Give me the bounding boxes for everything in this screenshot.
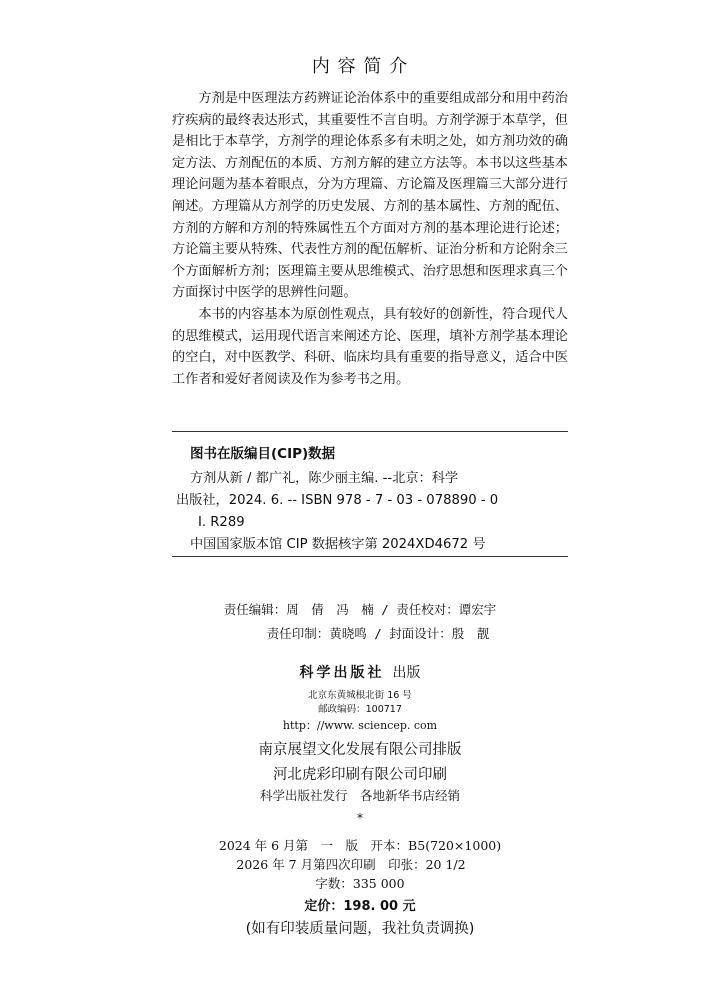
publisher-url: http：//www. sciencep. com [282,719,438,732]
printer-line: 河北虎彩印刷有限公司印刷 [273,767,447,783]
content-summary [172,88,568,390]
typeset-line: 南京展望文化发展有限公司排版 [258,742,462,758]
publisher-logo-text: 科学出版社 [299,665,385,681]
publisher-postcode: 邮政编码：100717 [318,704,402,715]
staff-line-1: 责任编辑：周 倩 冯 楠 / 责任校对：谭宏宇 [223,602,497,617]
impression-line: 2026 年 7 月第四次印刷 印张：20 1/2 [236,857,466,872]
cip-heading: 图书在版编目(CIP)数据 [190,446,336,462]
cip-line-3: Ⅰ. R289 [198,515,245,530]
publisher-address: 北京东黄城根北街 16 号 [308,690,412,701]
cip-line-2: 出版社，2024. 6. -- ISBN 978 - 7 - 03 - 078890 - 0 [176,493,499,508]
separator-star: * [356,810,364,825]
publisher-line [0,662,720,682]
cip-top-rule [172,431,568,432]
summary-paragraph-1: 方剂是中医理法方药辨证论治体系中的重要组成部分和用中药治疗疾病的最终表达形式，其重要性不言自明。方剂学源于本草学，但是相比于本草学，方剂学的理论体系多有未明之处，如方剂功效的确定方法、方剂配伍的本质、方剂方解的建立方法等。本书以这些基本理论问题为基本着眼点，分为方理篇、方论篇及医理篇三大部分进行阐述。方理篇从方剂学的历史发展、方剂的基本属性、方剂的配伍、方剂的方解和方剂的特殊属性五个方面对方剂的基本理论进行论述；方论篇主要从特殊、代表性方剂的配伍解析、证治分析和方论附余三个方面解析方剂；医理篇主要从思维模式、治疗思想和医理求真三个方面探讨中医学的思辨性问题。 [172,91,568,301]
page-title: 内 容 简 介 [311,56,409,77]
word-count: 字数：335 000 [315,876,405,891]
summary-paragraph-2: 本书的内容基本为原创性观点，具有较好的创新性，符合现代人的思维模式，运用现代语言来阐述方论、医理，填补方剂学基本理论的空白，对中医教学、科研、临床均具有重要的指导意义，适合中医工作者和爱好者阅读及作为参考书之用。 [172,306,568,387]
edition-line: 2024 年 6 月第 一 版 开本：B5(720×1000) [218,838,502,853]
quality-note: (如有印装质量问题，我社负责调换) [245,921,475,937]
cip-line-1: 方剂从新 / 都广礼，陈少丽主编. --北京：科学 [190,471,459,486]
cip-block [176,468,568,556]
cip-bottom-rule [172,556,568,557]
distribution-line: 科学出版社发行 各地新华书店经销 [259,788,460,803]
staff-line-2: 责任印制：黄晓鸣 / 封面设计：殷 靓 [266,626,490,641]
price-line: 定价：198. 00 元 [304,899,416,914]
publisher-suffix: 出版 [392,665,421,681]
cip-line-4: 中国国家版本馆 CIP 数据核字第 2024XD4672 号 [190,537,486,552]
